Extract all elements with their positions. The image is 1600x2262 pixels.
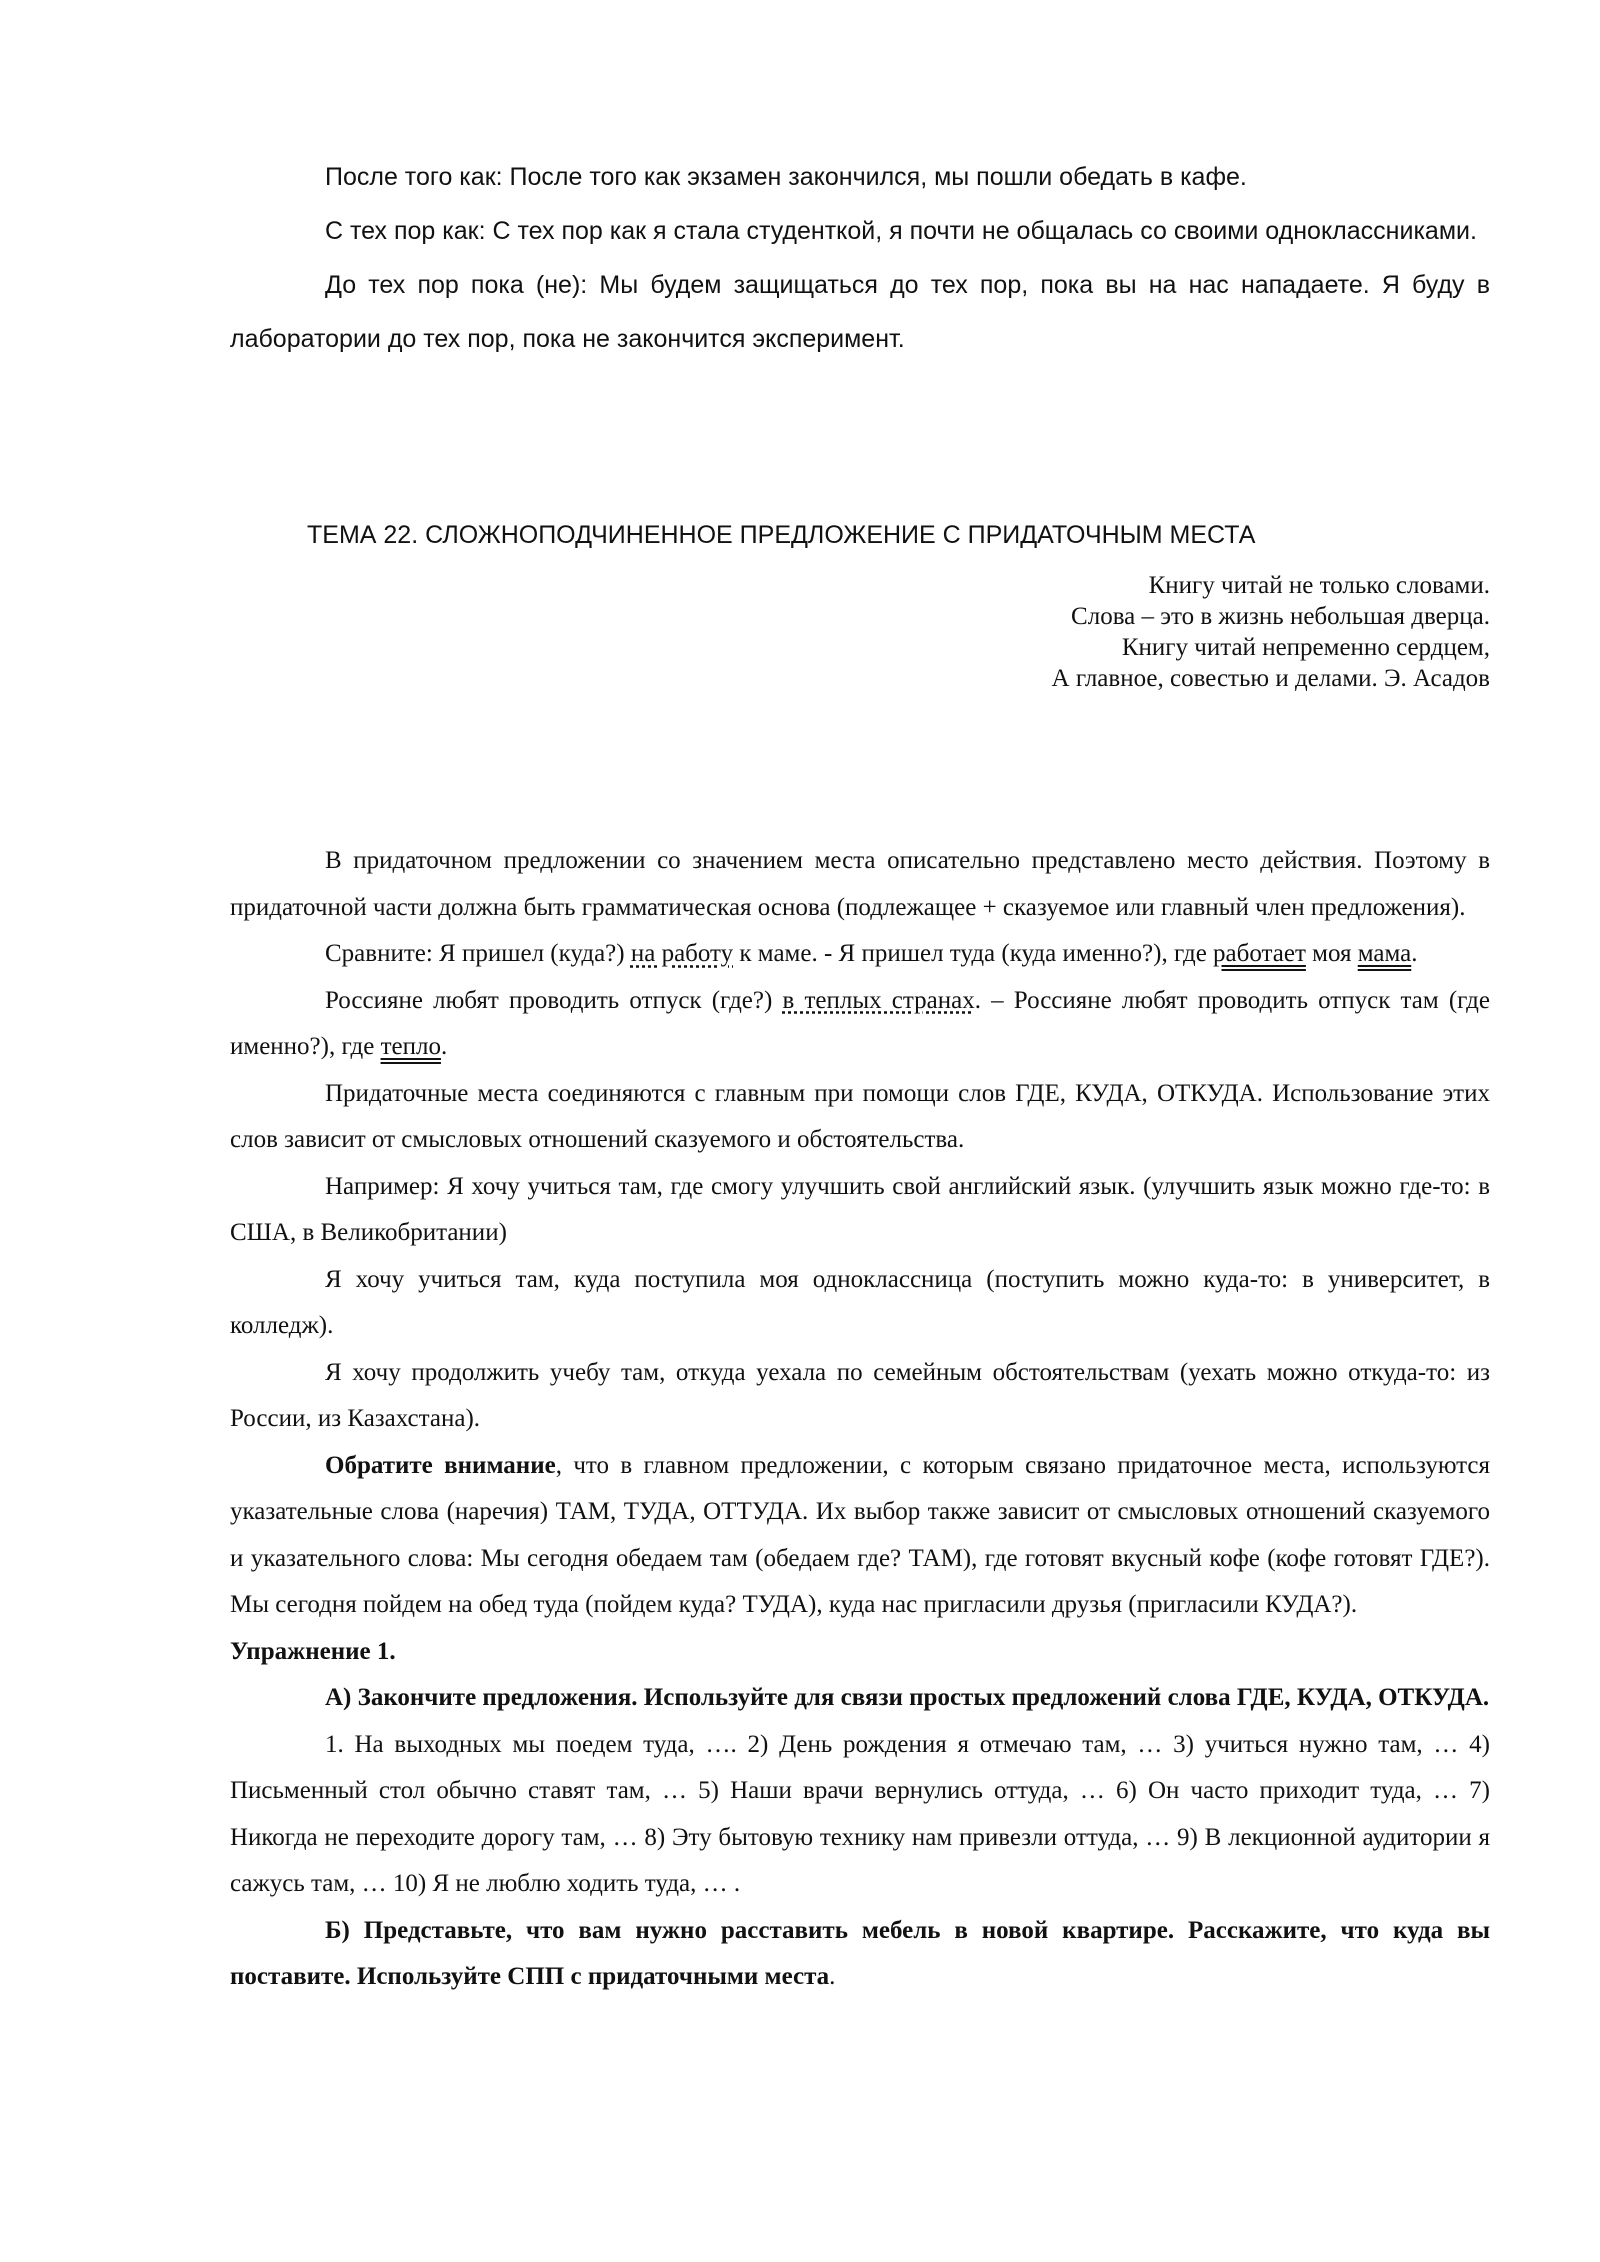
text-fragment: .: [1411, 940, 1418, 967]
example-paragraph-2: Я хочу учиться там, куда поступила моя одноклассница (поступить можно куда-то: в университет, в колледж).: [230, 1265, 1490, 1339]
text-fragment: .: [829, 1963, 836, 1990]
exercise-title-text: Упражнение 1.: [230, 1637, 396, 1665]
epigraph-line: А главное, совестью и делами. Э. Асадов: [1051, 665, 1490, 692]
underlined-adverbial: в теплых странах: [782, 986, 975, 1014]
text-fragment: .: [440, 1033, 448, 1060]
underlined-predicate: тепло: [380, 1033, 441, 1060]
theory-paragraph-1: В придаточном предложении со значением места описательно представлено место действия. Поэтому в придаточной части должна быть грамматическая основа (подлежащее + сказуемое или главный член предложения).: [230, 847, 1490, 921]
exercise-task-b: [230, 1908, 1490, 2001]
underlined-predicate: работает: [1213, 940, 1306, 967]
theory-paragraph-compare: [230, 931, 1490, 978]
attention-label: Обратите внимание: [325, 1451, 556, 1479]
text-fragment: Сравните: Я пришел (куда?): [325, 940, 631, 967]
underlined-adverbial: на работу: [630, 940, 734, 967]
page-content: [230, 150, 1491, 1990]
attention-paragraph: [230, 1443, 1490, 1629]
theory-paragraph-conjunctions: Придаточные места соединяются с главным при помощи слов ГДЕ, КУДА, ОТКУДА. Использование этих слов зависит от смысловых отношений сказуемого и обстоятельства.: [230, 1079, 1490, 1153]
example-paragraph-1: Например: Я хочу учиться там, где смогу улучшить свой английский язык. (улучшить язык можно где-то: в США, в Великобритании): [230, 1172, 1490, 1246]
intro-paragraph-2: С тех пор как: С тех пор как я стала студенткой, я почти не общалась со своими одноклассниками.: [325, 217, 1477, 245]
topic-title: ТЕМА 22. СЛОЖНОПОДЧИНЕННОЕ ПРЕДЛОЖЕНИЕ С ПРИДАТОЧНЫМ МЕСТА: [307, 521, 1256, 549]
text-fragment: моя: [1305, 940, 1358, 967]
theory-paragraph-russians: [230, 978, 1490, 1071]
exercise-task-a: [230, 1675, 1490, 1722]
exercise-items: 1. На выходных мы поедем туда, …. 2) День рождения я отмечаю там, … 3) учиться нужно там, … 4) Письменный стол обычно ставят там, … 5) Наши врачи вернулись оттуда, … 6) Он часто приходит туда, … 7) Никогда не переходите дорогу там, … 8) Эту бытовую технику нам привезли оттуда, … 9) В лекционной аудитории я сажусь там, … 10) Я не люблю ходить туда, … .: [230, 1730, 1490, 1897]
exercise-task-b-text: Б) Представьте, что вам нужно расставить мебель в новой квартире. Расскажите, что куда вы поставите. Используйте СПП с придаточными места: [230, 1916, 1490, 1990]
text-fragment: . – Россияне любят проводить отпуск там (где именно?), где: [230, 986, 1490, 1060]
intro-section: [230, 150, 1490, 366]
epigraph: [1052, 570, 1490, 694]
exercise-task-a-text: А) Закончите предложения. Используйте для связи простых предложений слова ГДЕ, КУДА, ОТКУДА.: [325, 1684, 1490, 1711]
example-paragraph-3: Я хочу продолжить учебу там, откуда уехала по семейным обстоятельствам (уехать можно откуда-то: из России, из Казахстана).: [230, 1358, 1490, 1432]
exercise-title: [230, 1629, 1490, 1676]
underlined-subject: мама: [1357, 940, 1412, 967]
epigraph-line: Книгу читай непременно сердцем,: [1121, 634, 1490, 661]
text-fragment: , что в главном предложении, с которым связано придаточное места, используются указательные слова (наречия) ТАМ, ТУДА, ОТТУДА. Их выбор также зависит от смысловых отношений сказуемого и указательного слова: Мы сегодня обедаем там (обедаем где? ТАМ), где готовят вкусный кофе (кофе готовят ГДЕ?). Мы сегодня пойдем на обед туда (пойдем куда? ТУДА), куда нас пригласили друзья (пригласили КУДА?).: [230, 1451, 1491, 1618]
intro-paragraph-1: После того как: После того как экзамен закончился, мы пошли обедать в кафе.: [325, 163, 1247, 191]
epigraph-line: Книгу читай не только словами.: [1148, 572, 1490, 599]
epigraph-line: Слова – это в жизнь небольшая дверца.: [1071, 603, 1490, 630]
text-fragment: к маме. - Я пришел туда (куда именно?), где: [733, 940, 1214, 967]
theory-section: [230, 838, 1490, 2001]
text-fragment: Россияне любят проводить отпуск (где?): [325, 986, 783, 1014]
intro-paragraph-3: До тех пор пока (не): Мы будем защищаться до тех пор, пока вы на нас нападаете. Я буду в лаборатории до тех пор, пока не закончится эксперимент.: [230, 271, 1490, 353]
